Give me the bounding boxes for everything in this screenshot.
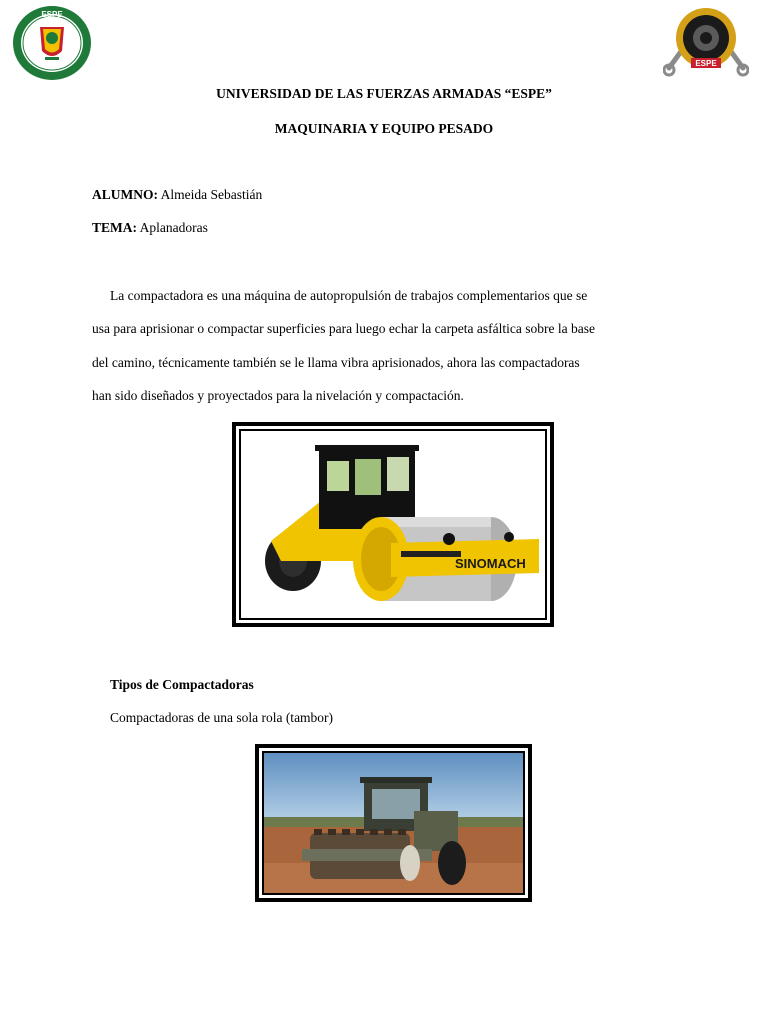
mecanica-automotriz-logo xyxy=(663,6,749,80)
espe-university-logo xyxy=(12,5,92,81)
roller-brand-text: SINOMACH xyxy=(455,556,526,571)
logo-top-text: ESPE xyxy=(41,10,63,19)
paragraph-line-1: La compactadora es una máquina de autopropulsión de trabajos complementarios que se xyxy=(110,288,588,303)
section-subtitle: Compactadoras de una sola rola (tambor) xyxy=(110,710,334,725)
paragraph-line-2: usa para aprisionar o compactar superficies para luego echar la carpeta asfáltica sobre la base xyxy=(92,321,595,336)
student-line xyxy=(92,187,262,203)
paragraph-line-4: han sido diseñados y proyectados para la nivelación y compactación. xyxy=(92,388,464,403)
section-title: Tipos de Compactadoras xyxy=(110,677,254,692)
paragraph-line-3: del camino, técnicamente también se le llama vibra aprisionados, ahora las compactadoras xyxy=(92,355,580,370)
road-roller-image-frame xyxy=(232,422,554,627)
course-title: MAQUINARIA Y EQUIPO PESADO xyxy=(274,121,494,136)
topic-line xyxy=(92,220,208,236)
road-roller-icon xyxy=(241,431,545,618)
topic-value: Aplanadoras xyxy=(139,220,208,235)
university-title: UNIVERSIDAD DE LAS FUERZAS ARMADAS “ESPE” xyxy=(216,86,552,101)
student-name: Almeida Sebastián xyxy=(160,187,263,202)
logo-bottom-text: ESPE xyxy=(695,59,717,68)
padfoot-compactor-image-frame xyxy=(255,744,532,902)
padfoot-compactor-icon xyxy=(264,753,523,893)
topic-label: TEMA: xyxy=(92,220,137,235)
student-label: ALUMNO: xyxy=(92,187,158,202)
